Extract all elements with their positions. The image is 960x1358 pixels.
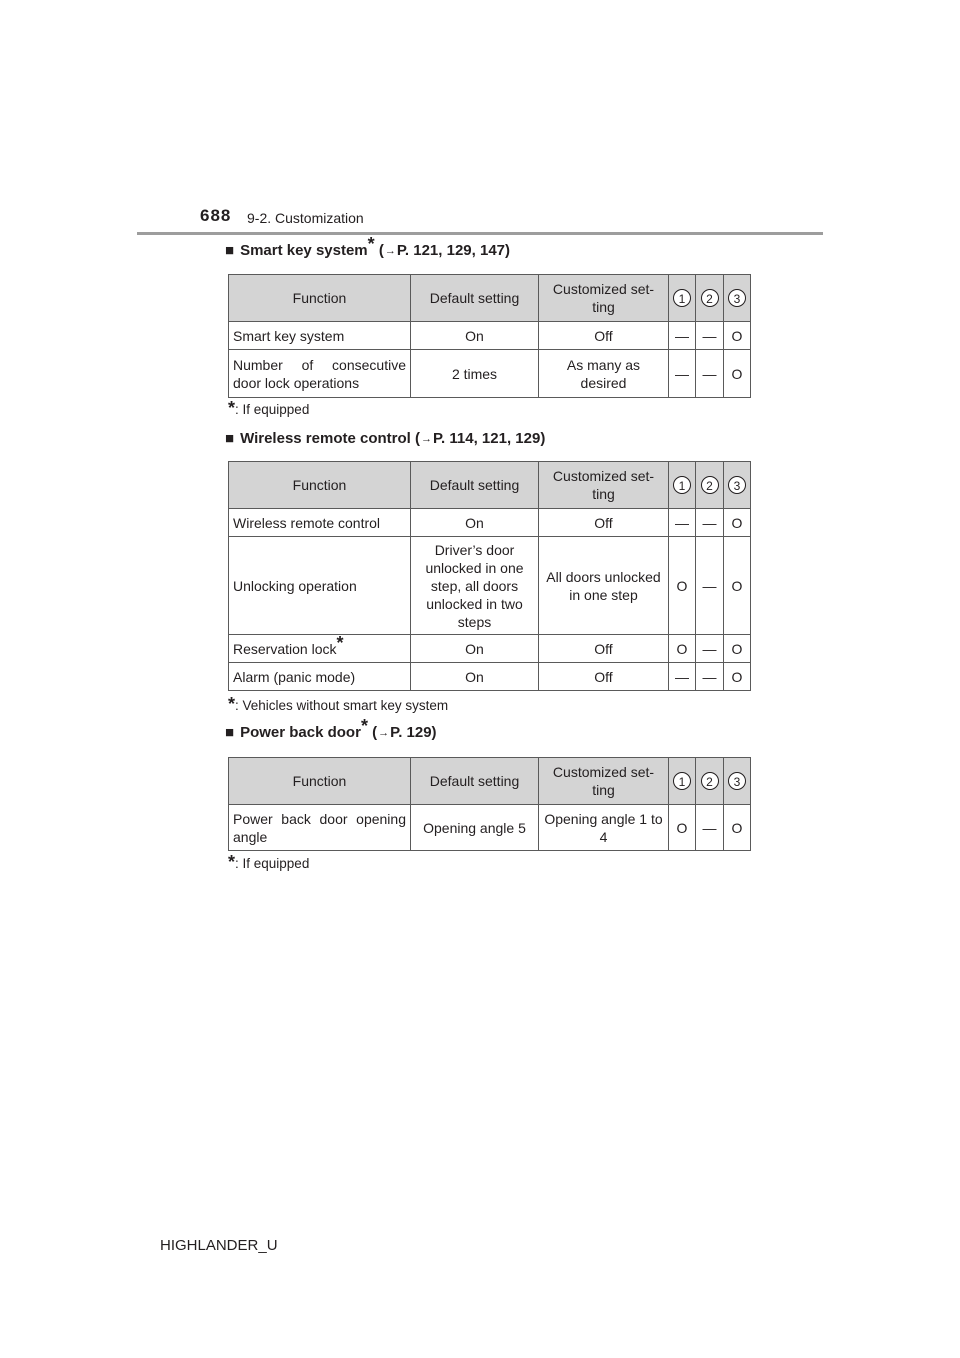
cell-method-1: O xyxy=(669,537,696,635)
page-reference: P. 129) xyxy=(390,724,437,741)
cell-method-1: — xyxy=(669,663,696,691)
column-header-method-3 xyxy=(724,275,751,322)
cell-customized: Off xyxy=(539,509,669,537)
footnote-wireless-remote: *: Vehicles without smart key system xyxy=(228,694,449,714)
cell-method-1: O xyxy=(669,805,696,851)
cell-default: On xyxy=(411,635,539,663)
cell-customized: Opening angle 1 to 4 xyxy=(539,805,669,851)
column-header-customized: Customized set-ting xyxy=(539,462,669,509)
column-header-method-1 xyxy=(669,462,696,509)
column-header-method-1 xyxy=(669,275,696,322)
arrow-right-icon: → xyxy=(384,245,396,257)
footnote-smart-key: *: If equipped xyxy=(228,398,310,418)
cell-default: On xyxy=(411,322,539,350)
column-header-customized: Customized set-ting xyxy=(539,275,669,322)
column-header-customized: Customized set-ting xyxy=(539,758,669,805)
circled-number-icon: 2 xyxy=(701,289,719,307)
square-bullet-icon: ■ xyxy=(225,242,235,259)
table-row xyxy=(229,635,751,663)
cell-function: Wireless remote control xyxy=(229,509,411,537)
circled-number-icon: 2 xyxy=(701,772,719,790)
asterisk-icon: * xyxy=(228,852,236,872)
model-name-footer: HIGHLANDER_U xyxy=(160,1237,278,1254)
customization-table-wireless-remote xyxy=(228,461,751,691)
cell-method-3: O xyxy=(724,350,751,398)
column-header-function: Function xyxy=(229,758,411,805)
table-row xyxy=(229,663,751,691)
section-heading-smart-key: ■ Smart key system* (→P. 121, 129, 147) xyxy=(225,234,510,259)
table-header-row xyxy=(229,758,751,805)
table-row xyxy=(229,322,751,350)
page-number: 688 xyxy=(200,206,232,225)
cell-function: Power back door opening angle xyxy=(229,805,411,851)
arrow-right-icon: → xyxy=(420,433,432,445)
section-title: 9-2. Customization xyxy=(247,210,364,226)
customization-table-smart-key xyxy=(228,274,751,398)
cell-method-3: O xyxy=(724,805,751,851)
column-header-method-3 xyxy=(724,758,751,805)
asterisk-icon: * xyxy=(367,234,375,254)
asterisk-icon: * xyxy=(228,694,236,714)
cell-method-2: — xyxy=(696,509,724,537)
table-row xyxy=(229,350,751,398)
table-header-row xyxy=(229,275,751,322)
circled-number-icon: 2 xyxy=(701,476,719,494)
cell-method-3: O xyxy=(724,509,751,537)
cell-method-3: O xyxy=(724,663,751,691)
cell-method-2: — xyxy=(696,663,724,691)
cell-method-3: O xyxy=(724,635,751,663)
column-header-default: Default setting xyxy=(411,275,539,322)
circled-number-icon: 1 xyxy=(673,289,691,307)
cell-customized: Off xyxy=(539,635,669,663)
table-row xyxy=(229,509,751,537)
cell-customized: As many as desired xyxy=(539,350,669,398)
cell-default: Opening angle 5 xyxy=(411,805,539,851)
asterisk-icon: * xyxy=(228,398,236,418)
cell-function: Unlocking operation xyxy=(229,537,411,635)
header-divider xyxy=(137,232,823,235)
circled-number-icon: 3 xyxy=(728,476,746,494)
column-header-default: Default setting xyxy=(411,462,539,509)
column-header-default: Default setting xyxy=(411,758,539,805)
page-reference: P. 114, 121, 129) xyxy=(432,430,546,447)
cell-method-1: — xyxy=(669,509,696,537)
cell-function: Alarm (panic mode) xyxy=(229,663,411,691)
cell-function: Reservation lock* xyxy=(229,635,411,663)
column-header-method-2 xyxy=(696,462,724,509)
column-header-function: Function xyxy=(229,462,411,509)
cell-method-1: — xyxy=(669,322,696,350)
cell-default: On xyxy=(411,509,539,537)
cell-default: Driver’s door unlocked in one step, all doors unlocked in two steps xyxy=(411,537,539,635)
square-bullet-icon: ■ xyxy=(225,724,235,741)
column-header-function: Function xyxy=(229,275,411,322)
column-header-method-2 xyxy=(696,758,724,805)
asterisk-icon: * xyxy=(336,632,344,653)
cell-method-2: — xyxy=(696,635,724,663)
cell-method-2: — xyxy=(696,322,724,350)
cell-method-1: O xyxy=(669,635,696,663)
circled-number-icon: 3 xyxy=(728,772,746,790)
section-heading-wireless-remote: ■ Wireless remote control (→P. 114, 121, 129) xyxy=(225,430,546,447)
table-header-row xyxy=(229,462,751,509)
cell-function: Smart key system xyxy=(229,322,411,350)
cell-method-2: — xyxy=(696,350,724,398)
column-header-method-2 xyxy=(696,275,724,322)
customization-table-power-back-door xyxy=(228,757,751,851)
table-row xyxy=(229,537,751,635)
cell-customized: Off xyxy=(539,663,669,691)
footnote-power-back-door: *: If equipped xyxy=(228,852,310,872)
cell-method-2: — xyxy=(696,537,724,635)
column-header-method-3 xyxy=(724,462,751,509)
cell-default: 2 times xyxy=(411,350,539,398)
circled-number-icon: 3 xyxy=(728,289,746,307)
circled-number-icon: 1 xyxy=(673,476,691,494)
asterisk-icon: * xyxy=(360,716,368,736)
cell-customized: All doors unlocked in one step xyxy=(539,537,669,635)
cell-method-2: — xyxy=(696,805,724,851)
cell-method-1: — xyxy=(669,350,696,398)
circled-number-icon: 1 xyxy=(673,772,691,790)
cell-method-3: O xyxy=(724,537,751,635)
cell-method-3: O xyxy=(724,322,751,350)
table-row xyxy=(229,805,751,851)
cell-customized: Off xyxy=(539,322,669,350)
cell-default: On xyxy=(411,663,539,691)
column-header-method-1 xyxy=(669,758,696,805)
section-heading-power-back-door: ■ Power back door* (→P. 129) xyxy=(225,716,437,741)
page-reference: P. 121, 129, 147) xyxy=(396,242,510,259)
arrow-right-icon: → xyxy=(378,727,390,739)
cell-function: Number of consecutive door lock operations xyxy=(229,350,411,398)
square-bullet-icon: ■ xyxy=(225,430,235,447)
